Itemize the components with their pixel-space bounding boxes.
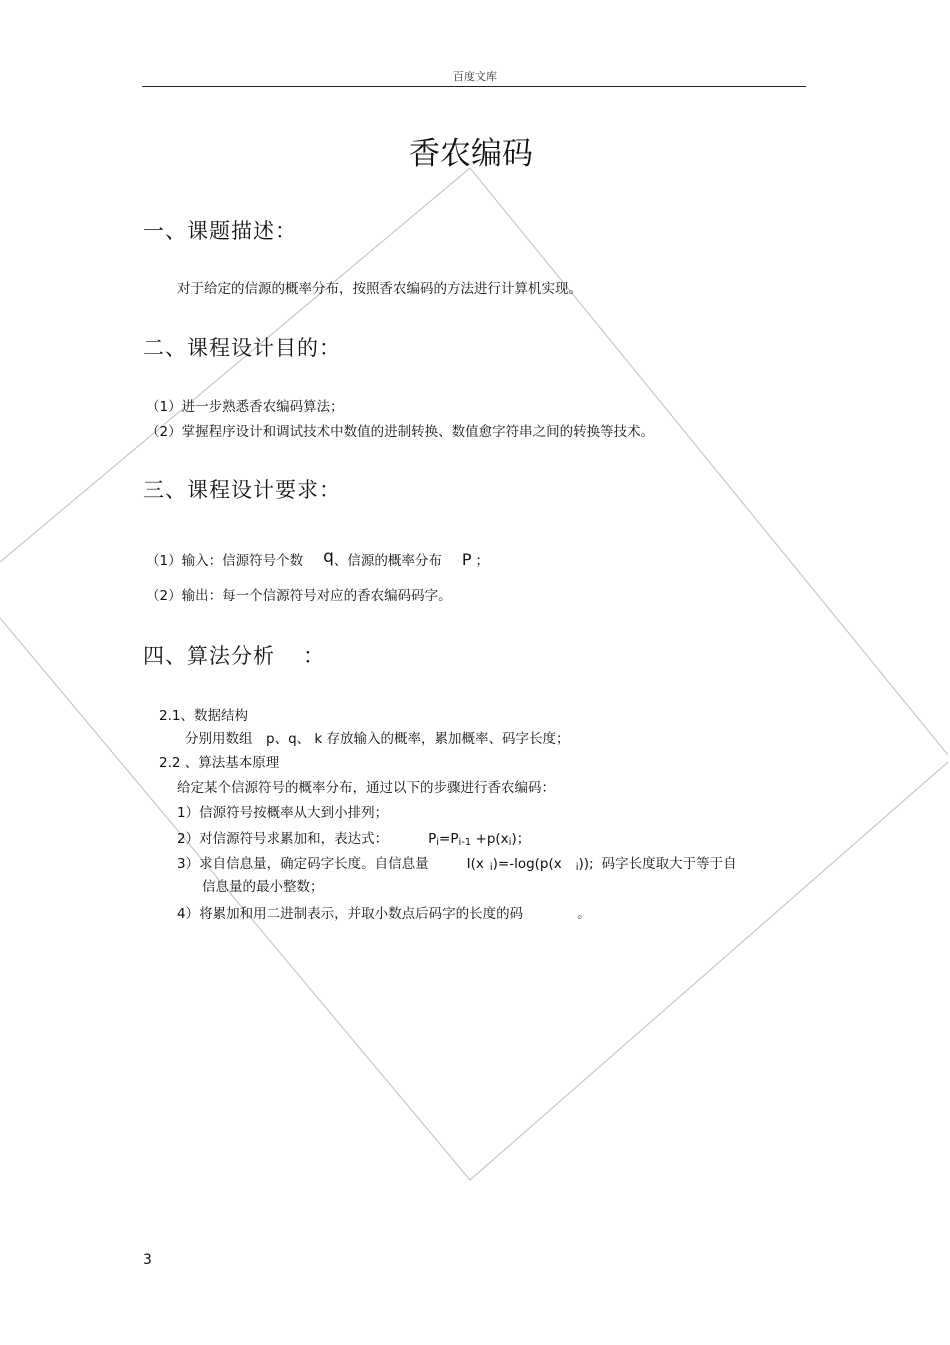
page-title: 香农编码 (409, 136, 533, 172)
section-1-text: 对于给定的信源的概率分布，按照香农编码的方法进行计算机实现。 (177, 281, 582, 297)
step-2: 2）对信源符号求累加和，表达式： Pi=Pi-1 +p(xi)； (177, 831, 531, 848)
subsection-2-1-heading: 2.1、数据结构 (159, 708, 248, 724)
section-4-heading: 四、算法分析 ： (143, 644, 325, 668)
step-4: 4）将累加和用二进制表示，并取小数点后码字的长度的码 。 (177, 906, 591, 922)
page-number: 3 (143, 1252, 152, 1268)
section-1-heading: 一、课题描述： (143, 219, 297, 243)
goal-item-2: （2）掌握程序设计和调试技术中数值的进制转换、数值愈字符串之间的转换等技术。 (146, 424, 655, 440)
subsection-2-2-text: 给定某个信源符号的概率分布，通过以下的步骤进行香农编码： (177, 780, 555, 796)
page-header: 百度文库 (453, 70, 497, 83)
section-3-heading: 三、课程设计要求： (143, 478, 341, 502)
subsection-2-2-heading: 2.2 、算法基本原理 (159, 755, 280, 771)
requirement-1: （1）输入：信源符号个数 q、信源的概率分布 P ； (146, 547, 490, 569)
goal-item-1: （1）进一步熟悉香农编码算法； (146, 399, 344, 415)
requirement-2: （2）输出：每一个信源符号对应的香农编码码字。 (146, 588, 452, 604)
step-1: 1）信源符号按概率从大到小排列； (177, 805, 389, 821)
step-3: 3）求自信息量，确定码字长度。自信息量 I(x i)=-log(p(x i)); 码字长度取大于等于自 (177, 856, 737, 873)
section-2-heading: 二、课程设计目的： (143, 336, 341, 360)
step-3-continued: 信息量的最小整数； (202, 879, 324, 895)
subsection-2-1-text: 分别用数组 p、q、 k 存放输入的概率，累加概率、码字长度； (185, 731, 570, 747)
header-divider (142, 86, 806, 87)
